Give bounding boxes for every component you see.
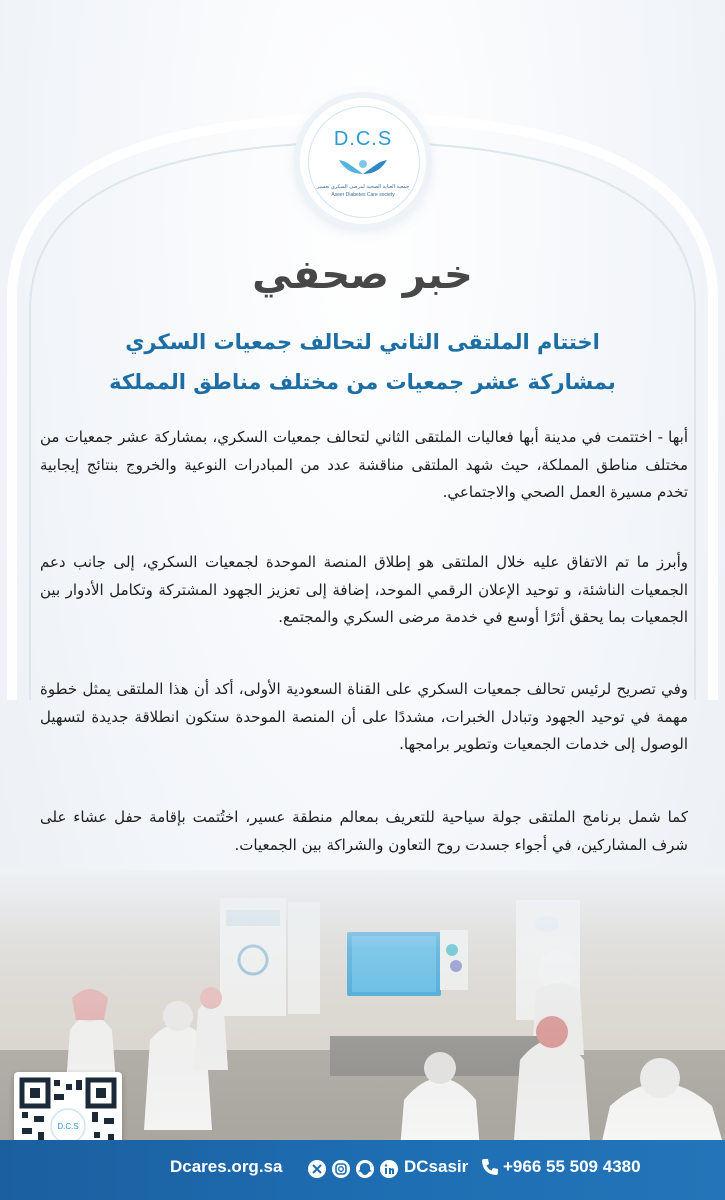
logo-text: D.C.S	[333, 128, 393, 150]
linkedin-icon[interactable]	[380, 1160, 398, 1178]
phone-number[interactable]: +966 55 509 4380	[503, 1157, 641, 1176]
website-link[interactable]: Dcares.org.sa	[170, 1157, 283, 1176]
social-handle[interactable]: DCsasir	[404, 1157, 469, 1176]
paragraph-1: أبها - اختتمت في مدينة أبها فعاليات الملتقى الثاني لتحالف جمعيات السكري، بمشاركة عشر جمعيات من مختلف مناطق المملكة، حيث شهد الملتقى مناقشة عدد من المبادرات النوعية والخروج بنتائج إيجابية تخدم مسيرة العمل الصحي والاجتماعي.	[40, 428, 688, 501]
social-icons	[307, 1159, 399, 1179]
instagram-icon[interactable]	[332, 1160, 350, 1178]
paragraph-2: وأبرز ما تم الاتفاق عليه خلال الملتقى هو إطلاق المنصة الموحدة لجمعيات السكري، إلى جانب دعم الجمعيات الناشئة، و توحيد الإعلان الرقمي الموحد، إضافة إلى تعزيز الجهود المشتركة وتكامل الأدوار بين الجمعيات بما يحقق أثرًا أوسع في خدمة مرضى السكري والمجتمع.	[40, 553, 688, 626]
paragraph-3: وفي تصريح لرئيس تحالف جمعيات السكري على القناة السعودية الأولى، أكد أن هذا الملتقى يمثل خطوة مهمة في توحيد الجهود وتبادل الخبرات، مشددًا على أن المنصة الموحدة ستكون انطلاقة جديدة لتسهيل الوصول إلى خدمات الجمعيات وتطوير برامجها.	[40, 680, 688, 753]
dcs-logo	[300, 98, 426, 224]
page-title: خبر صحفي	[252, 252, 473, 298]
footer-bar	[0, 1140, 725, 1200]
snapchat-icon[interactable]	[356, 1160, 374, 1178]
svg-text:D.C.S: D.C.S	[57, 1122, 79, 1131]
subtitle-line-2: بمشاركة عشر جمعيات من مختلف مناطق المملكة	[109, 370, 616, 394]
x-icon[interactable]	[308, 1160, 326, 1178]
caring-hands-icon	[337, 154, 389, 180]
phone-icon	[479, 1156, 501, 1178]
subtitle-line-1: اختتام الملتقى الثاني لتحالف جمعيات السكري	[125, 330, 600, 354]
logo-arabic-name: جمعية العناية الصحية لمرضى السكري بعسير	[316, 184, 410, 190]
logo-english-name: Aseer Diabetes Care society	[331, 192, 395, 198]
paragraph-4: كما شمل برنامج الملتقى جولة سياحية للتعريف بمعالم منطقة عسير، اختُتمت بإقامة حفل عشاء على شرف المشاركين، في أجواء جسدت روح التعاون والشراكة بين الجمعيات.	[40, 808, 688, 854]
